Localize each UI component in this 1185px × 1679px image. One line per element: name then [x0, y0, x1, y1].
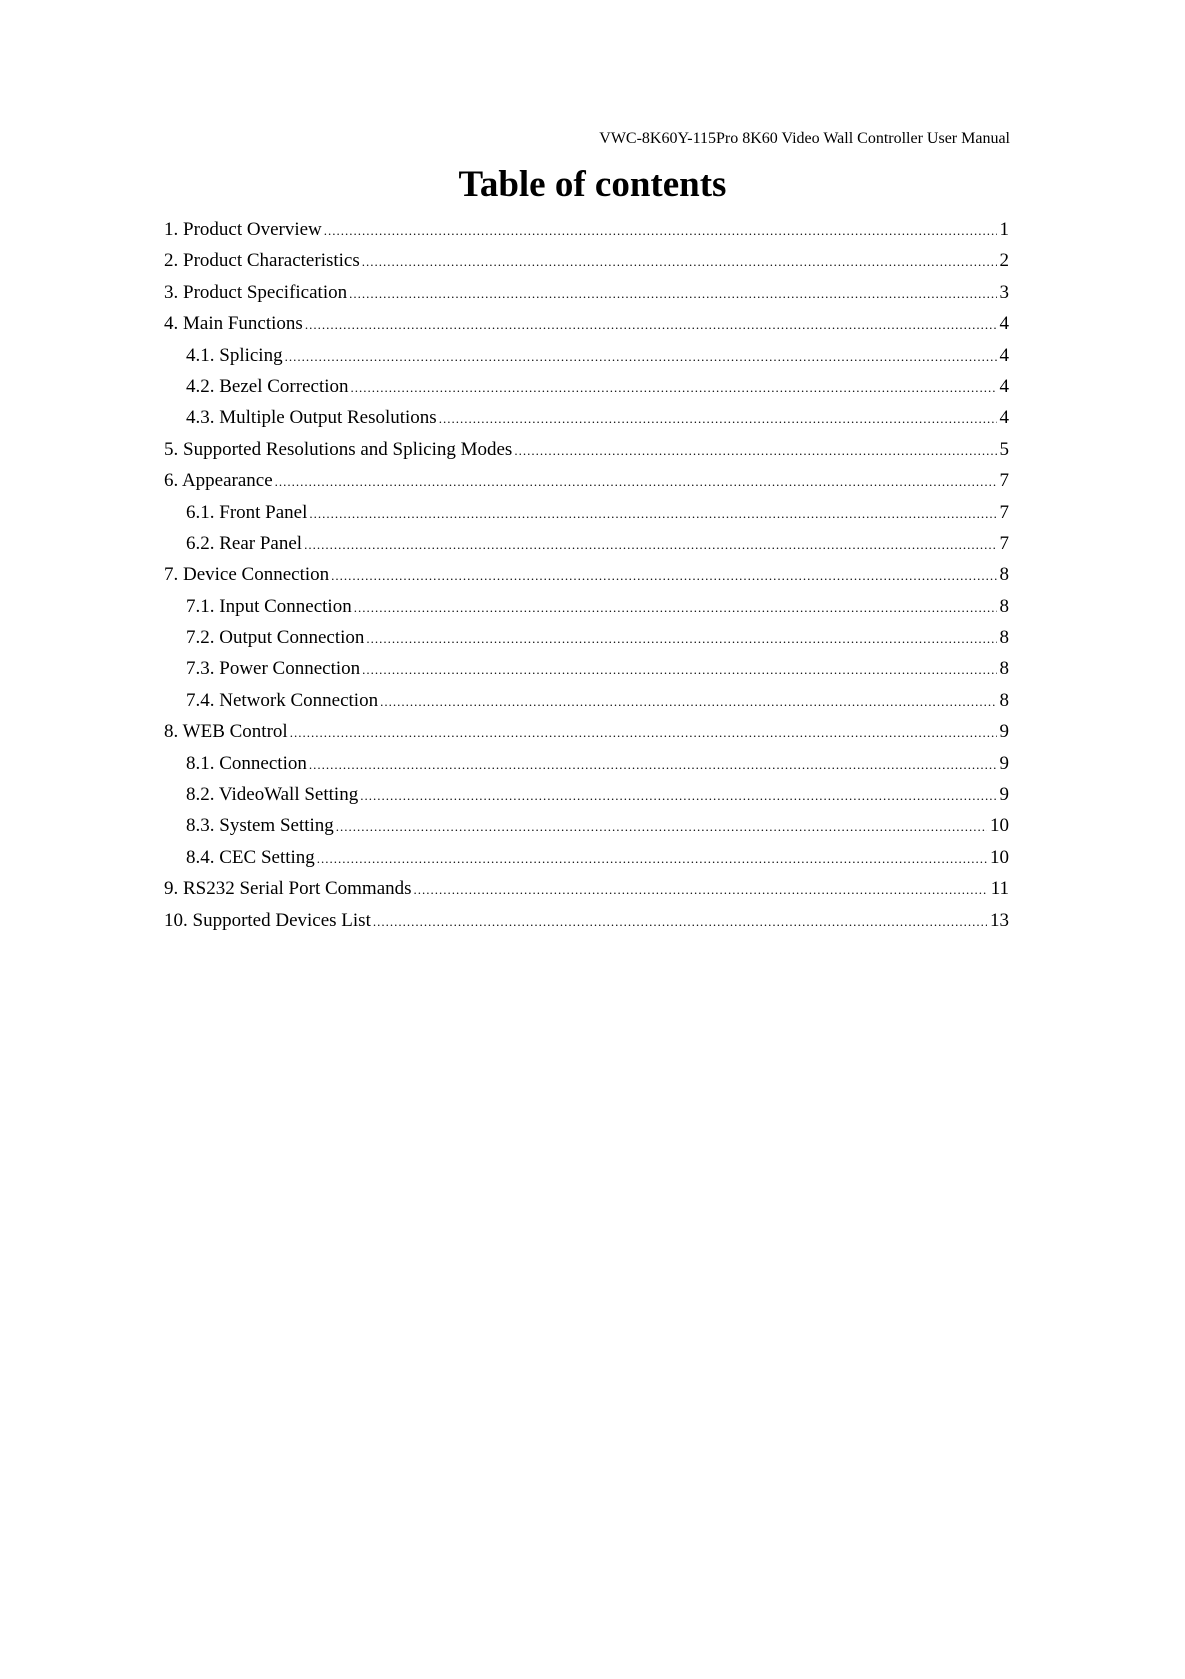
toc-dot-leader — [380, 690, 996, 714]
toc-entry-page-number: 9 — [999, 721, 1009, 743]
toc-entry-page-number: 8 — [999, 595, 1009, 617]
toc-entry-page-number: 10 — [990, 846, 1009, 868]
toc-entry-page-number: 7 — [999, 532, 1009, 554]
toc-entry-label: 8.1. Connection — [186, 752, 307, 774]
toc-entry-page-number: 13 — [990, 909, 1009, 931]
toc-dot-leader — [349, 282, 996, 306]
running-header: VWC-8K60Y-115Pro 8K60 Video Wall Controller User Manual — [599, 130, 1010, 147]
toc-dot-leader — [373, 910, 987, 934]
toc-entry-page-number: 7 — [999, 501, 1009, 523]
toc-entry-label: 4.2. Bezel Correction — [186, 375, 349, 397]
toc-entry[interactable] — [164, 218, 1009, 249]
toc-entry-page-number: 11 — [990, 878, 1009, 900]
toc-dot-leader — [304, 533, 996, 557]
toc-entry-label: 7.2. Output Connection — [186, 627, 365, 649]
toc-entry-label: 4.1. Splicing — [186, 344, 283, 366]
toc-entry-page-number: 10 — [990, 815, 1009, 837]
toc-entry[interactable] — [164, 752, 1009, 783]
toc-entry[interactable] — [164, 783, 1009, 814]
toc-dot-leader — [366, 627, 996, 651]
toc-entry-page-number: 9 — [999, 784, 1009, 806]
toc-entry-page-number: 5 — [999, 438, 1009, 460]
toc-entry[interactable] — [164, 814, 1009, 845]
toc-dot-leader — [324, 219, 997, 243]
toc-entry-label: 6.1. Front Panel — [186, 501, 308, 523]
toc-entry[interactable] — [164, 532, 1009, 563]
toc-entry-label: 8. WEB Control — [164, 721, 288, 743]
toc-entry-page-number: 4 — [999, 313, 1009, 335]
toc-entry[interactable] — [164, 281, 1009, 312]
toc-dot-leader — [439, 407, 997, 431]
toc-dot-leader — [336, 815, 987, 839]
toc-entry[interactable] — [164, 469, 1009, 500]
toc-entry[interactable] — [164, 657, 1009, 688]
toc-entry-page-number: 1 — [999, 219, 1009, 240]
toc-entry[interactable] — [164, 877, 1009, 908]
toc-entry-page-number: 7 — [999, 470, 1009, 492]
toc-entry-page-number: 9 — [999, 752, 1009, 774]
toc-entry[interactable] — [164, 846, 1009, 877]
toc-entry-page-number: 8 — [999, 658, 1009, 680]
toc-entry-page-number: 2 — [999, 250, 1009, 272]
toc-entry[interactable] — [164, 689, 1009, 720]
toc-entry-label: 10. Supported Devices List — [164, 909, 371, 931]
toc-dot-leader — [354, 596, 997, 620]
toc-entry-page-number: 4 — [999, 344, 1009, 366]
toc-dot-leader — [362, 658, 996, 682]
toc-entry[interactable] — [164, 312, 1009, 343]
toc-entry-label: 4.3. Multiple Output Resolutions — [186, 407, 437, 429]
toc-entry-page-number: 8 — [999, 689, 1009, 711]
toc-title: Table of contents — [458, 164, 727, 205]
toc-dot-leader — [331, 564, 996, 588]
toc-entry-label: 7.4. Network Connection — [186, 689, 379, 711]
toc-entry-label: 7.1. Input Connection — [186, 595, 352, 617]
toc-entry-page-number: 8 — [999, 564, 1009, 586]
toc-entry-label: 8.3. System Setting — [186, 815, 334, 837]
toc-dot-leader — [414, 878, 988, 902]
toc-dot-leader — [360, 784, 996, 808]
toc-dot-leader — [305, 313, 997, 337]
toc-entry[interactable] — [164, 375, 1009, 406]
toc-entry-label: 2. Product Characteristics — [164, 250, 360, 272]
toc-entry-label: 8.4. CEC Setting — [186, 846, 315, 868]
toc-entry-label: 7. Device Connection — [164, 564, 330, 586]
toc-dot-leader — [290, 721, 997, 745]
toc-entry-label: 8.2. VideoWall Setting — [186, 784, 359, 806]
toc-entry-label: 1. Product Overview — [164, 219, 322, 240]
toc-dot-leader — [309, 753, 997, 777]
toc-entry-label: 6.2. Rear Panel — [186, 532, 303, 554]
toc-list — [164, 218, 1009, 940]
toc-dot-leader — [275, 470, 997, 494]
toc-entry[interactable] — [164, 909, 1009, 940]
toc-entry[interactable] — [164, 438, 1009, 469]
toc-entry[interactable] — [164, 344, 1009, 375]
toc-dot-leader — [351, 376, 997, 400]
toc-entry[interactable] — [164, 595, 1009, 626]
toc-entry-page-number: 8 — [999, 627, 1009, 649]
toc-dot-leader — [514, 439, 996, 463]
toc-entry-label: 3. Product Specification — [164, 281, 348, 303]
toc-entry[interactable] — [164, 720, 1009, 751]
toc-entry[interactable] — [164, 406, 1009, 437]
toc-entry[interactable] — [164, 501, 1009, 532]
toc-dot-leader — [317, 847, 987, 871]
toc-entry-page-number: 4 — [999, 375, 1009, 397]
toc-dot-leader — [309, 502, 996, 526]
toc-entry[interactable] — [164, 563, 1009, 594]
toc-entry-label: 6. Appearance — [164, 470, 273, 492]
toc-entry-label: 5. Supported Resolutions and Splicing Modes — [164, 438, 513, 460]
toc-entry-page-number: 3 — [999, 281, 1009, 303]
toc-entry-label: 9. RS232 Serial Port Commands — [164, 878, 412, 900]
toc-entry-label: 4. Main Functions — [164, 313, 303, 335]
toc-dot-leader — [285, 345, 997, 369]
toc-entry-label: 7.3. Power Connection — [186, 658, 361, 680]
toc-entry-page-number: 4 — [999, 407, 1009, 429]
toc-entry[interactable] — [164, 249, 1009, 280]
toc-dot-leader — [362, 250, 997, 274]
toc-entry[interactable] — [164, 626, 1009, 657]
